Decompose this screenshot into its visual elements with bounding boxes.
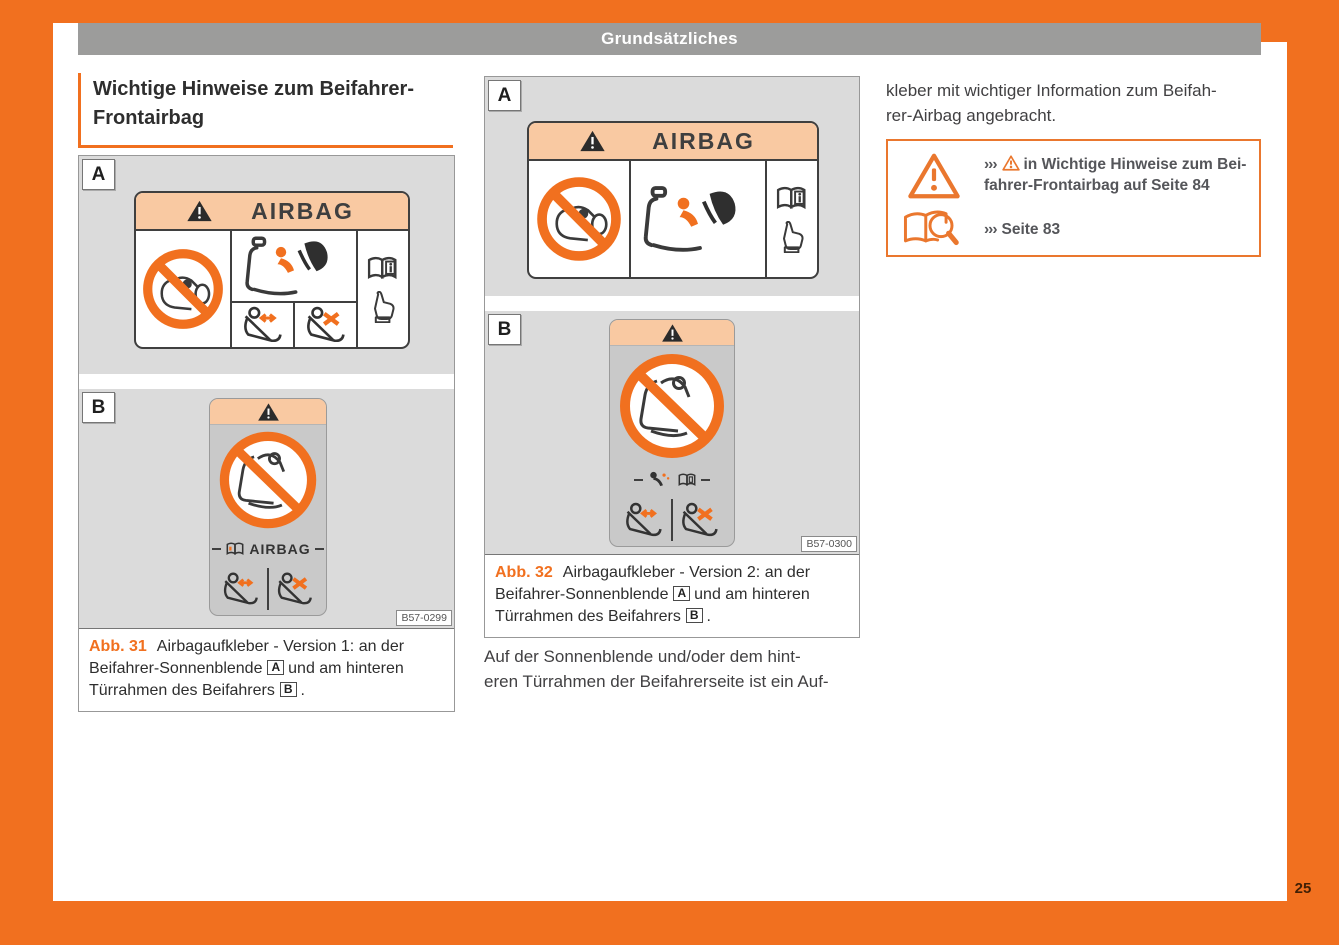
warning-triangle-icon bbox=[907, 152, 961, 200]
child-seat-forbidden-icon bbox=[273, 570, 317, 608]
page-border-right bbox=[1287, 0, 1339, 945]
no-child-seat-icon bbox=[217, 429, 319, 531]
cross-reference-box bbox=[886, 139, 1261, 257]
warning-triangle-icon bbox=[257, 402, 280, 422]
warning-triangle-icon bbox=[661, 323, 684, 343]
airbag-deployment-icon bbox=[640, 185, 756, 253]
airbag-warning-label-horizontal bbox=[527, 121, 819, 279]
airbag-impact-icon bbox=[647, 470, 673, 490]
child-seat-forbidden-icon bbox=[677, 500, 723, 540]
figure-caption: Abb. 32 Airbagaufkleber - Version 2: an der Beifahrer-Sonnenblende A und am hinteren Türrahmen des Beifahrers B . bbox=[485, 554, 859, 637]
airbag-label-header bbox=[136, 193, 408, 231]
figure-divider bbox=[485, 296, 859, 311]
cross-reference-warning: ››› in Wichtige Hinweise zum Bei- fahrer-Frontairbag auf Seite 84 bbox=[984, 156, 1247, 194]
hand-point-icon bbox=[780, 221, 804, 253]
chapter-title: Grundsätzliches bbox=[601, 29, 738, 48]
boxed-letter-a: A bbox=[673, 586, 690, 601]
panel-label-a: A bbox=[82, 159, 115, 190]
boxed-letter-b: B bbox=[686, 608, 703, 623]
book-info-icon bbox=[775, 185, 809, 212]
book-icon bbox=[225, 541, 245, 557]
child-seat-adjust-icon bbox=[238, 305, 288, 345]
child-seat-adjust-icon bbox=[219, 570, 263, 608]
hand-point-icon bbox=[371, 291, 395, 323]
airbag-label-midrow bbox=[210, 535, 326, 563]
paragraph: kleber mit wichtiger Information zum Beifah- rer-Airbag angebracht. bbox=[886, 81, 1217, 125]
section-heading-line2: Frontairbag bbox=[93, 107, 205, 129]
figure-panel-a bbox=[485, 77, 859, 296]
figure-code: B57-0300 bbox=[801, 536, 857, 552]
chapter-header bbox=[78, 23, 1261, 55]
page-border-bottom bbox=[0, 901, 1339, 945]
page-number: 25 bbox=[1294, 880, 1312, 897]
warning-triangle-icon bbox=[186, 199, 213, 223]
chevron-ref: ››› bbox=[984, 221, 997, 238]
figure-code: B57-0299 bbox=[396, 610, 452, 626]
page-border-left bbox=[0, 0, 53, 945]
section-heading-line1: Wichtige Hinweise zum Beifahrer- bbox=[93, 78, 414, 100]
airbag-label-text: AIRBAG bbox=[652, 127, 755, 154]
chevron-ref: ››› bbox=[984, 156, 997, 173]
airbag-label-text: AIRBAG bbox=[249, 541, 311, 557]
figure-abb-32 bbox=[484, 76, 860, 638]
airbag-warning-label-vertical bbox=[209, 398, 327, 616]
warning-triangle-icon bbox=[579, 129, 606, 153]
boxed-letter-b: B bbox=[280, 682, 297, 697]
airbag-label-header bbox=[529, 123, 817, 161]
airbag-warning-label-horizontal bbox=[134, 191, 410, 349]
panel-label-b: B bbox=[488, 314, 521, 345]
panel-label-b: B bbox=[82, 392, 115, 423]
no-child-seat-icon bbox=[617, 351, 727, 461]
paragraph: Auf der Sonnenblende und/oder dem hint- eren Türrahmen der Beifahrerseite ist ein Auf- bbox=[484, 647, 829, 691]
book-icon bbox=[677, 472, 697, 488]
figure-caption: Abb. 31 Airbagaufkleber - Version 1: an der Beifahrer-Sonnenblende A und am hinteren Türrahmen des Beifahrers B . bbox=[79, 628, 454, 711]
book-magnifier-icon bbox=[897, 207, 963, 251]
no-rear-child-seat-icon bbox=[535, 175, 623, 263]
airbag-warning-label-vertical bbox=[609, 319, 735, 547]
airbag-label-header bbox=[610, 320, 734, 346]
figure-number: Abb. 31 bbox=[89, 638, 147, 655]
boxed-letter-a: A bbox=[267, 660, 284, 675]
panel-label-a: A bbox=[488, 80, 521, 111]
book-info-icon bbox=[366, 255, 400, 282]
airbag-deployment-icon bbox=[242, 236, 346, 296]
child-seat-adjust-icon bbox=[621, 500, 667, 540]
cross-reference-page: ››› Seite 83 bbox=[984, 221, 1061, 238]
no-rear-child-seat-icon bbox=[141, 247, 225, 331]
figure-divider bbox=[79, 374, 454, 389]
figure-panel-b bbox=[79, 389, 454, 628]
page-border-top bbox=[0, 0, 1339, 23]
figure-number: Abb. 32 bbox=[495, 564, 553, 581]
airbag-label-midrow bbox=[610, 466, 734, 494]
figure-abb-31 bbox=[78, 155, 455, 712]
figure-panel-b bbox=[485, 311, 859, 554]
airbag-label-text: AIRBAG bbox=[251, 197, 354, 224]
airbag-label-header bbox=[210, 399, 326, 425]
section-heading bbox=[78, 73, 453, 148]
child-seat-forbidden-icon bbox=[301, 305, 351, 345]
figure-panel-a bbox=[79, 156, 454, 374]
warning-triangle-icon bbox=[1002, 155, 1020, 171]
